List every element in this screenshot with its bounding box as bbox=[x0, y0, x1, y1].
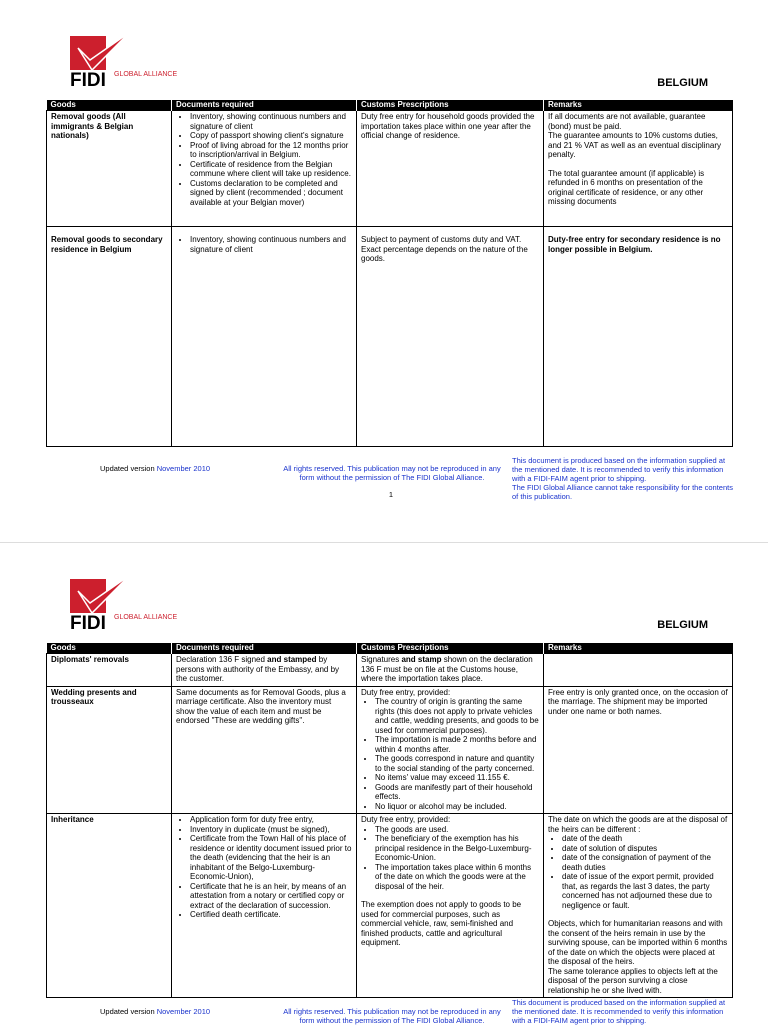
header-goods: Goods bbox=[47, 100, 172, 111]
documents-cell bbox=[172, 111, 357, 227]
remarks-text: The same tolerance applies to objects left at the disposal of the person surviving a close relationship he or she lived with. bbox=[548, 966, 718, 995]
remarks-cell: Duty-free entry for secondary residence is no longer possible in Belgium. bbox=[544, 227, 733, 447]
goods-cell: Wedding presents and trousseaux bbox=[47, 686, 172, 814]
list-item: • Certificate from the Town Hall of his place of residence or identity document issued prior to the death (evidencing that the heir is an inhabitant of the Belgo-Luxemburg-Economic-Union), bbox=[190, 834, 352, 882]
customs-cell bbox=[357, 814, 544, 998]
list-item: • The country of origin is granting the same rights (this does not apply to private vehicles and cattle, wedding presents, and goods to be used for commercial purposes). bbox=[375, 697, 539, 735]
table-header bbox=[47, 100, 733, 111]
list-item: • Inventory in duplicate (must be signed), bbox=[190, 825, 352, 835]
customs-intro: Duty free entry, provided: bbox=[361, 815, 451, 824]
country-title: BELGIUM bbox=[657, 77, 708, 89]
disclaimer-line: The FIDI Global Alliance cannot take responsibility for the contents of this publication. bbox=[512, 483, 733, 501]
updated-date: November 2010 bbox=[156, 1007, 211, 1016]
logo-tagline: GLOBAL ALLIANCE bbox=[114, 71, 178, 78]
table-row bbox=[47, 686, 733, 814]
updated-label: Updated version bbox=[100, 464, 157, 473]
documents-cell bbox=[172, 227, 357, 447]
remarks-text: The guarantee amounts to 10% customs duties, and 21 % VAT as well as an eventual disciplinary penalty. bbox=[548, 131, 721, 159]
documents-cell bbox=[172, 814, 357, 998]
list-item: • No items' value may exceed 11.155 €. bbox=[375, 773, 539, 783]
customs-cell bbox=[357, 686, 544, 814]
customs-cell: Subject to payment of customs duty and VAT. Exact percentage depends on the nature of the goods. bbox=[357, 227, 544, 447]
logo-tagline: GLOBAL ALLIANCE bbox=[114, 614, 178, 621]
list-item: • Customs declaration to be completed and signed by client (recommended ; document available at your Belgian mover) bbox=[190, 179, 352, 208]
docs-bold: and stamped bbox=[267, 655, 317, 664]
goods-cell: Removal goods (All immigrants & Belgian nationals) bbox=[47, 111, 172, 227]
goods-cell: Removal goods to secondary residence in Belgium bbox=[47, 227, 172, 447]
list-item: • Application form for duty free entry, bbox=[190, 815, 352, 825]
customs-cell: Duty free entry for household goods provided the importation takes place within one year after the official change of residence. bbox=[357, 111, 544, 227]
docs-text: Declaration 136 F signed bbox=[176, 655, 268, 664]
table-row bbox=[47, 814, 733, 998]
country-title: BELGIUM bbox=[657, 619, 708, 631]
header-customs: Customs Prescriptions bbox=[357, 100, 544, 111]
header-customs: Customs Prescriptions bbox=[357, 643, 544, 654]
rights-notice: All rights reserved. This publication may not be reproduced in any form without the permission of The FIDI Global Alliance. bbox=[283, 1007, 501, 1025]
customs-note: The exemption does not apply to goods to be used for commercial purposes, such as commercial vehicle, raw, semi-finished and finished products, cattle and agricultural equipment. bbox=[361, 900, 522, 947]
table-row bbox=[47, 227, 733, 447]
list-item: • date of the death bbox=[562, 834, 728, 844]
list-item: • date of solution of disputes bbox=[562, 844, 728, 854]
goods-cell: Diplomats' removals bbox=[47, 654, 172, 687]
list-item: • The importation is made 2 months before and within 4 months after. bbox=[375, 735, 539, 754]
list-item: • No liquor or alcohol may be included. bbox=[375, 802, 539, 812]
updated-version bbox=[100, 1007, 210, 1016]
header-goods: Goods bbox=[47, 643, 172, 654]
logo-brand: FIDI bbox=[70, 613, 106, 633]
list-item: • Certificate that he is an heir, by means of an attestation from a notary or certified copy or extract of the declaration of succession. bbox=[190, 882, 352, 911]
remarks-text: Objects, which for humanitarian reasons and with the consent of the heirs remain in use by the surviving spouse, can be imported within 6 months of the date on which the objects were placed at the disposal of the heirs. bbox=[548, 919, 728, 966]
header-remarks: Remarks bbox=[544, 100, 733, 111]
list-item: • date of issue of the export permit, provided that, as regards the last 3 dates, the party concerned has not adjourned these due to negligence or fault. bbox=[562, 872, 728, 910]
list-item: • Goods are manifestly part of their household effects. bbox=[375, 783, 539, 802]
documents-cell bbox=[172, 654, 357, 687]
customs-table-p2 bbox=[46, 643, 733, 998]
customs-text: Signatures bbox=[361, 655, 402, 664]
customs-bold: and stamp bbox=[401, 655, 442, 664]
remarks-cell bbox=[544, 654, 733, 687]
header-documents: Documents required bbox=[172, 643, 357, 654]
disclaimer-line: This document is produced based on the information supplied at the mentioned date. It is recommended to verify this information with a FIDI-FAIM agent prior to shipping. bbox=[512, 456, 726, 483]
customs-table-p1 bbox=[46, 100, 733, 447]
list-item: • Proof of living abroad for the 12 months prior to inscription/arrival in Belgium. bbox=[190, 141, 352, 160]
logo-brand: FIDI bbox=[70, 70, 106, 90]
table-row bbox=[47, 654, 733, 687]
list-item: • date of the consignation of payment of the death duties bbox=[562, 853, 728, 872]
disclaimer bbox=[512, 456, 734, 501]
remarks-text: If all documents are not available, guarantee (bond) must be paid. bbox=[548, 112, 706, 131]
list-item: • The importation takes place within 6 months of the date on which the goods were at the disposal of the heir. bbox=[375, 863, 539, 892]
updated-label: Updated version bbox=[100, 1007, 157, 1016]
updated-date: November 2010 bbox=[156, 464, 211, 473]
remarks-intro: The date on which the goods are at the disposal of the heirs can be different : bbox=[548, 815, 728, 834]
customs-text: shown on the declaration 136 F must be on file at the Customs house, where the importation takes place. bbox=[361, 655, 533, 683]
updated-version bbox=[100, 464, 210, 473]
docs-text: by persons with authority of the Embassy, and by the customer. bbox=[176, 655, 340, 683]
list-item: • The goods correspond in nature and quantity to the social standing of the party concerned. bbox=[375, 754, 539, 773]
disclaimer-line: This document is produced based on the information supplied at the mentioned date. It is recommended to verify this information with a FIDI-FAIM agent prior to shipping. bbox=[512, 998, 726, 1025]
remarks-cell: Free entry is only granted once, on the occasion of the marriage. The shipment may be imported under one name or both names. bbox=[544, 686, 733, 814]
table-header bbox=[47, 643, 733, 654]
list-item: • Certificate of residence from the Belgian commune where client will take up residence. bbox=[190, 160, 352, 179]
page-2 bbox=[0, 542, 768, 1025]
goods-cell: Inheritance bbox=[47, 814, 172, 998]
list-item: • Copy of passport showing client's signature bbox=[190, 131, 352, 141]
list-item: • Inventory, showing continuous numbers and signature of client bbox=[190, 112, 352, 131]
list-item: • The beneficiary of the exemption has his principal residence in the Belgo-Luxemburg-Economic-Union. bbox=[375, 834, 539, 863]
customs-cell bbox=[357, 654, 544, 687]
list-item: • The goods are used. bbox=[375, 825, 539, 835]
header-documents: Documents required bbox=[172, 100, 357, 111]
remarks-text: The total guarantee amount (if applicable) is refunded in 6 months on presentation of the original certificate of residence, or any other missing documents bbox=[548, 168, 705, 206]
remarks-cell bbox=[544, 111, 733, 227]
rights-notice: All rights reserved. This publication may not be reproduced in any form without the permission of The FIDI Global Alliance. bbox=[283, 464, 501, 482]
customs-intro: Duty free entry, provided: bbox=[361, 687, 451, 697]
page-number: 1 bbox=[388, 490, 394, 499]
documents-cell: Same documents as for Removal Goods, plus a marriage certificate. Also the inventory must show the value of each item and must be endorsed "These are wedding gifts". bbox=[172, 686, 357, 814]
fidi-logo bbox=[68, 30, 184, 90]
fidi-logo bbox=[68, 573, 184, 633]
disclaimer bbox=[512, 998, 734, 1025]
list-item: • Certified death certificate. bbox=[190, 910, 352, 920]
table-row bbox=[47, 111, 733, 227]
remarks-cell bbox=[544, 814, 733, 998]
header-remarks: Remarks bbox=[544, 643, 733, 654]
list-item: • Inventory, showing continuous numbers and signature of client bbox=[190, 235, 352, 254]
